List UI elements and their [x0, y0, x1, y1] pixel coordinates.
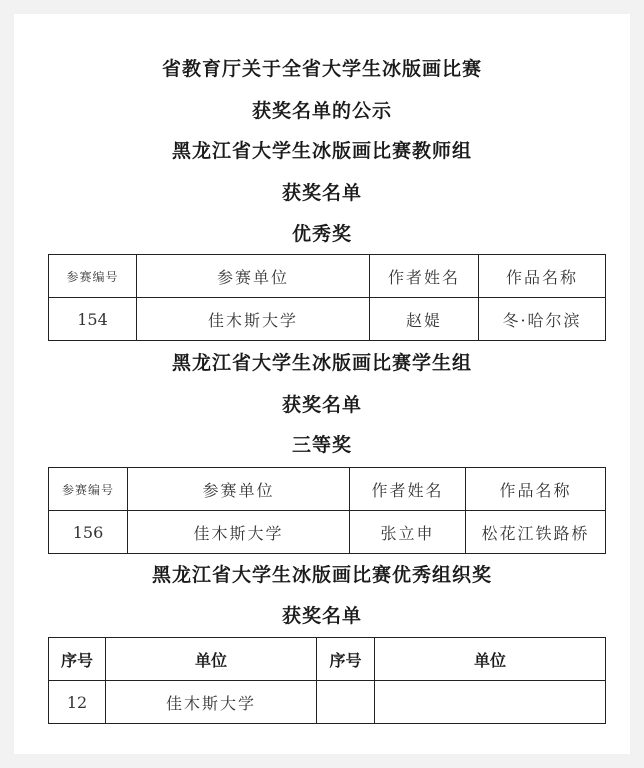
teacher-list-title: 获奖名单 [281, 182, 362, 204]
teacher-award-table [48, 254, 606, 341]
teacher-award-title: 优秀奖 [291, 223, 352, 245]
header-unit: 单位 [106, 638, 317, 681]
header-author-name: 作者姓名 [350, 468, 466, 511]
header-unit-2: 单位 [375, 638, 606, 681]
cell-unit-2 [375, 681, 606, 724]
table-row [49, 681, 606, 724]
organization-award-table [48, 637, 606, 724]
header-entry-number: 参赛编号 [49, 255, 137, 298]
header-serial-number-2: 序号 [317, 638, 375, 681]
organization-list-title: 获奖名单 [281, 605, 362, 627]
table-row [49, 298, 606, 341]
cell-work-title: 冬·哈尔滨 [479, 298, 606, 341]
cell-author-name: 张立申 [350, 511, 466, 554]
document-title-line1: 省教育厅关于全省大学生冰版画比赛 [161, 58, 482, 80]
cell-serial-number: 12 [49, 681, 106, 724]
header-serial-number: 序号 [49, 638, 106, 681]
student-group-heading: 黑龙江省大学生冰版画比赛学生组 [171, 352, 472, 374]
cell-work-title: 松花江铁路桥 [466, 511, 606, 554]
cell-entry-number: 156 [49, 511, 128, 554]
header-author-name: 作者姓名 [370, 255, 479, 298]
table-header-row [49, 468, 606, 511]
cell-entry-number: 154 [49, 298, 137, 341]
header-work-title: 作品名称 [466, 468, 606, 511]
organization-award-heading: 黑龙江省大学生冰版画比赛优秀组织奖 [151, 564, 492, 586]
table-header-row [49, 255, 606, 298]
cell-entry-unit: 佳木斯大学 [128, 511, 350, 554]
header-entry-unit: 参赛单位 [128, 468, 350, 511]
header-entry-unit: 参赛单位 [137, 255, 370, 298]
header-entry-number: 参赛编号 [49, 468, 128, 511]
table-row [49, 511, 606, 554]
student-list-title: 获奖名单 [281, 394, 362, 416]
teacher-group-heading: 黑龙江省大学生冰版画比赛教师组 [171, 140, 472, 162]
cell-entry-unit: 佳木斯大学 [137, 298, 370, 341]
cell-unit: 佳木斯大学 [106, 681, 317, 724]
cell-serial-number-2 [317, 681, 375, 724]
header-work-title: 作品名称 [479, 255, 606, 298]
table-header-row [49, 638, 606, 681]
student-award-table [48, 467, 606, 554]
cell-author-name: 赵媞 [370, 298, 479, 341]
document-title-line2: 获奖名单的公示 [251, 100, 392, 122]
student-award-title: 三等奖 [291, 434, 352, 456]
